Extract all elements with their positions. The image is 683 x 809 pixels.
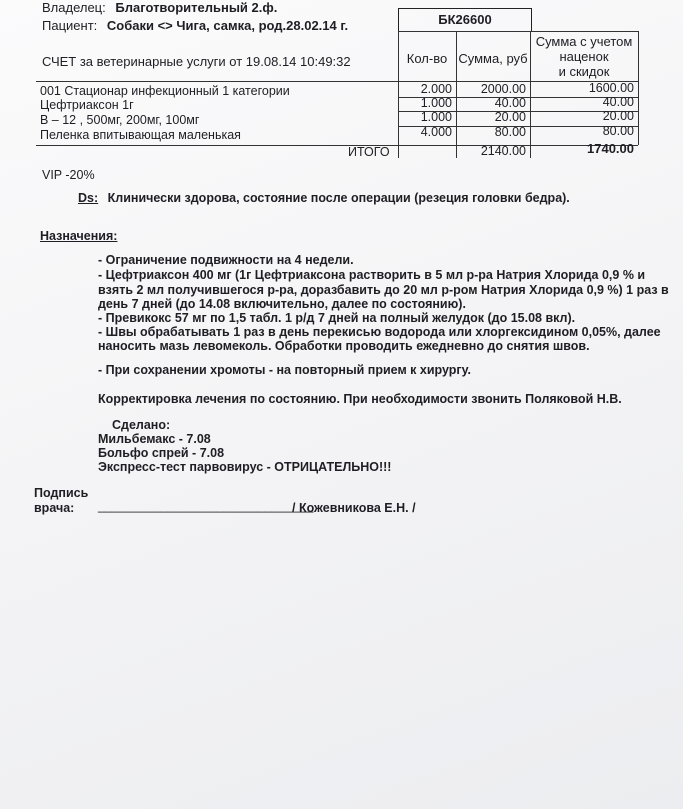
- prescription-line: день 7 дней (до 14.08 включительно, далее по состоянию).: [98, 297, 466, 311]
- col-header-total-line: Сумма с учетом: [535, 34, 633, 49]
- diagnosis-row: [78, 191, 570, 206]
- item-name: B – 12 , 500мг, 200мг, 100мг: [40, 113, 200, 127]
- done-item: Мильбемакс - 7.08: [98, 432, 211, 446]
- signature-label: Подпись: [34, 486, 89, 500]
- col-header-total: [530, 34, 638, 79]
- prescription-line: наносить мазь левомеколь. Обработки проводить ежедневно до снятия швов.: [98, 339, 590, 353]
- diagnosis-label: Ds:: [78, 191, 99, 205]
- table-divider: [638, 31, 639, 145]
- item-name: Пеленка впитывающая маленькая: [40, 128, 241, 142]
- lameness-note: - При сохранении хромоты - на повторный прием к хирургу.: [98, 363, 471, 377]
- item-total: 40.00: [602, 95, 634, 109]
- signature-line: _______________________________: [98, 499, 314, 513]
- item-qty: 1.000: [420, 110, 452, 124]
- correction-note: Корректировка лечения по состоянию. При необходимости звонить Поляковой Н.В.: [98, 392, 622, 406]
- item-qty: 2.000: [420, 82, 452, 96]
- prescription-line: - Швы обрабатывать 1 раз в день перекисью водорода или хлоргексидином 0,05%, далее: [98, 325, 661, 339]
- item-name: 001 Стационар инфекционный 1 категории: [40, 84, 290, 98]
- total-label: ИТОГО: [348, 145, 390, 159]
- prescription-line: - Ограничение подвижности на 4 недели.: [98, 253, 354, 267]
- patient-label: Пациент:: [42, 18, 98, 33]
- item-sum: 2000.00: [480, 82, 526, 96]
- invoice-code-box: БК26600: [398, 8, 532, 32]
- patient-value: Собаки <> Чига, самка, род.28.02.14 г.: [106, 18, 349, 33]
- done-item: Больфо спрей - 7.08: [98, 446, 225, 460]
- item-qty: 1.000: [420, 96, 452, 110]
- done-item: Экспресс-тест парвовирус - ОТРИЦАТЕЛЬНО!!!: [98, 460, 392, 474]
- owner-row: [42, 0, 277, 15]
- col-header-total-line: наценок: [559, 49, 609, 64]
- prescription-line: - Превикокс 57 мг по 1,5 табл. 1 р/д 7 дней на полный желудок (до 15.08 вкл).: [98, 311, 576, 325]
- diagnosis-text: Клинически здорова, состояние после операции (резеция головки бедра).: [107, 191, 570, 205]
- prescriptions-label: Назначения:: [40, 229, 118, 243]
- done-label: Сделано:: [112, 418, 171, 432]
- total-final: 1740.00: [587, 141, 634, 156]
- col-header-sum: Сумма, руб: [458, 51, 528, 66]
- col-header-qty: Кол-во: [406, 51, 448, 66]
- signature-label: врача:: [34, 501, 75, 515]
- item-sum: 80.00: [494, 125, 526, 139]
- table-divider: [398, 31, 638, 32]
- invoice-title: СЧЕТ за ветеринарные услуги от 19.08.14 10:49:32: [42, 54, 351, 69]
- owner-label: Владелец:: [42, 0, 106, 15]
- prescription-line: - Цефтриаксон 400 мг (1г Цефтриаксона растворить в 5 мл р-ра Натрия Хлорида 0,9 % и: [98, 268, 646, 282]
- item-name: Цефтриаксон 1г: [40, 98, 134, 112]
- total-sum: 2140.00: [480, 144, 526, 158]
- item-total: 20.00: [602, 109, 634, 123]
- item-total: 80.00: [602, 124, 634, 138]
- item-qty: 4.000: [420, 125, 452, 139]
- prescription-line: взять 2 мл получившегося р-ра, доразбавить до 20 мл р-ром Натрия Хлорида 0,9 %) 1 раз в: [98, 283, 669, 297]
- discount-note: VIP -20%: [42, 168, 95, 182]
- owner-value: Благотворительный 2.ф.: [115, 0, 278, 15]
- col-header-total-line: и скидок: [558, 64, 610, 79]
- item-sum: 20.00: [494, 110, 526, 124]
- item-sum: 40.00: [494, 96, 526, 110]
- patient-row: [42, 18, 348, 33]
- doctor-name: / Кожевникова Е.Н. /: [292, 501, 416, 515]
- item-total: 1600.00: [588, 81, 634, 95]
